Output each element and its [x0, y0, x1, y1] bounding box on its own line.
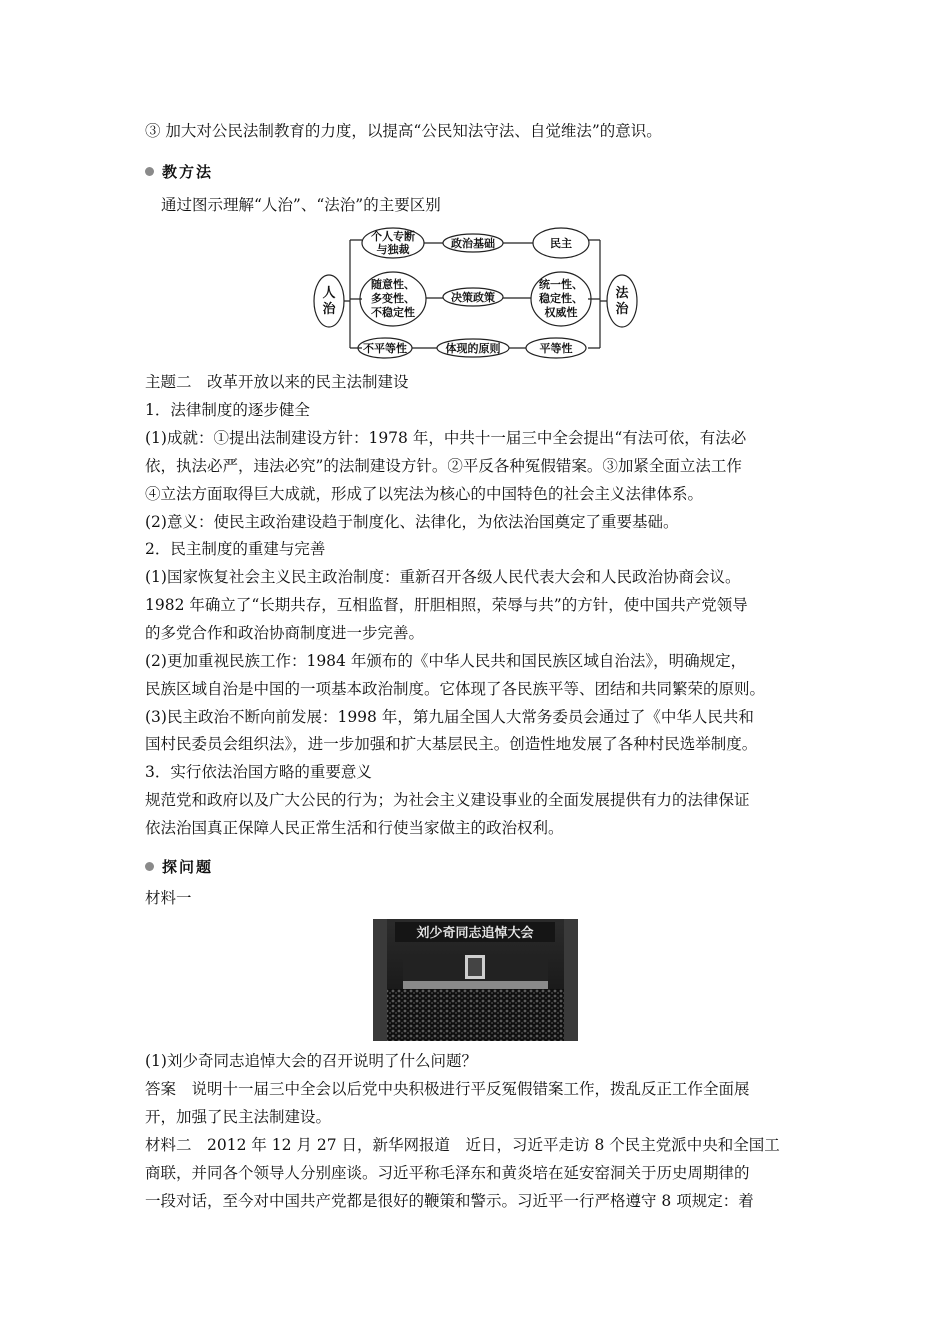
left-bracket [344, 240, 362, 348]
answer-1-line1: 答案 说明十一届三中全会以后党中央积极进行平反冤假错案工作，拨乱反正工作全面展 [145, 1080, 750, 1098]
memorial-photo [373, 919, 578, 1041]
row2-left-line2: 多变性、 [371, 292, 415, 305]
row2-mid: 决策政策 [451, 291, 495, 304]
subsection-1: 1．法律制度的逐步健全 [145, 401, 310, 419]
heading-text: 教方法 [162, 163, 214, 181]
row1-left-line2: 与独裁 [376, 243, 410, 256]
para-line: (2)更加重视民族工作：1984 年颁布的《中华人民共和国民族区域自治法》，明确规定， [145, 652, 747, 670]
photo-banner-text: 刘少奇同志追悼大会 [416, 926, 534, 941]
diagram-right-char-2: 治 [615, 302, 629, 317]
answer-1-line2: 开，加强了民主法制建设。 [145, 1108, 332, 1126]
row2-right-line2: 稳定性、 [539, 292, 583, 305]
theme-title: 主题二 改革开放以来的民主法制建设 [145, 373, 409, 391]
rule-of-law-ellipse [607, 275, 637, 327]
para-line: 民族区域自治是中国的一项基本政治制度。它体现了各民族平等、团结和共同繁荣的原则。 [145, 680, 766, 698]
bullet-dot-icon [145, 862, 154, 871]
para-line: 1982 年确立了“长期共存，互相监督，肝胆相照，荣辱与共”的方针，使中国共产党领导 [145, 596, 748, 614]
material-2-line1: 材料二 2012 年 12 月 27 日，新华网报道 近日，习近平走访 8 个民主党派中央和全国工 [145, 1136, 780, 1154]
material-2-line3: 一段对话，至今对中国共产党都是很好的鞭策和警示。习近平一行严格遵守 8 项规定：着 [145, 1192, 754, 1210]
para-line: 国村民委员会组织法》，进一步加强和扩大基层民主。创造性地发展了各种村民选举制度。 [145, 735, 758, 753]
question-1: (1)刘少奇同志追悼大会的召开说明了什么问题？ [145, 1052, 477, 1070]
diagram-left-char-2: 治 [322, 302, 336, 317]
line-measure-3: ③ 加大对公民法制教育的力度，以提高“公民知法守法、自觉维法”的意识。 [145, 122, 662, 140]
row1-left-line1: 个人专断 [371, 230, 415, 243]
row3-mid: 体现的原则 [445, 342, 501, 355]
material-1-label: 材料一 [145, 889, 192, 907]
para-line: 规范党和政府以及广大公民的行为；为社会主义建设事业的全面发展提供有力的法律保证 [145, 791, 750, 809]
rule-comparison-diagram [310, 224, 640, 366]
section-heading-teach [145, 161, 213, 182]
diagram-left-char-1: 人 [322, 286, 336, 301]
diagram-right-char-1: 法 [615, 286, 629, 301]
section-heading-explore [145, 856, 213, 877]
row2-left-line1: 随意性、 [371, 278, 415, 291]
para-line: 依，执法必严，违法必究”的法制建设方针。②平反各种冤假错案。③加紧全面立法工作 [145, 457, 742, 475]
para-line: 依法治国真正保障人民正常生活和行使当家做主的政治权利。 [145, 819, 564, 837]
row1-mid: 政治基础 [451, 237, 495, 250]
subsection-2: 2．民主制度的重建与完善 [145, 540, 326, 558]
row2-right-line1: 统一性、 [539, 278, 583, 291]
row2-left-line3: 不稳定性 [371, 306, 415, 319]
material-2-line2: 商联，并同各个领导人分别座谈。习近平称毛泽东和黄炎培在延安窑洞关于历史周期律的 [145, 1164, 750, 1182]
diagram-intro: 通过图示理解“人治”、“法治”的主要区别 [161, 196, 441, 214]
para-line: (3)民主政治不断向前发展：1998 年，第九届全国人大常务委员会通过了《中华人民共和 [145, 708, 754, 726]
para-line: (2)意义：使民主政治建设趋于制度化、法律化，为依法治国奠定了重要基础。 [145, 513, 679, 531]
row1-right: 民主 [550, 237, 572, 250]
bullet-dot-icon [145, 167, 154, 176]
para-line: (1)国家恢复社会主义民主政治制度：重新召开各级人民代表大会和人民政治协商会议。 [145, 568, 741, 586]
memorial-photo-drawing [373, 919, 578, 1041]
row3-right: 平等性 [539, 342, 573, 355]
subsection-3: 3．实行依法治国方略的重要意义 [145, 763, 372, 781]
rule-by-man-ellipse [314, 275, 344, 327]
para-line: (1)成就：①提出法制建设方针：1978 年，中共十一届三中全会提出“有法可依，有法必 [145, 429, 747, 447]
row3-left: 不平等性 [363, 342, 407, 355]
row2-right-line3: 权威性 [544, 306, 578, 319]
para-line: ④立法方面取得巨大成就，形成了以宪法为核心的中国特色的社会主义法律体系。 [145, 485, 704, 503]
para-line: 的多党合作和政治协商制度进一步完善。 [145, 624, 425, 642]
heading-text: 探问题 [162, 858, 214, 876]
